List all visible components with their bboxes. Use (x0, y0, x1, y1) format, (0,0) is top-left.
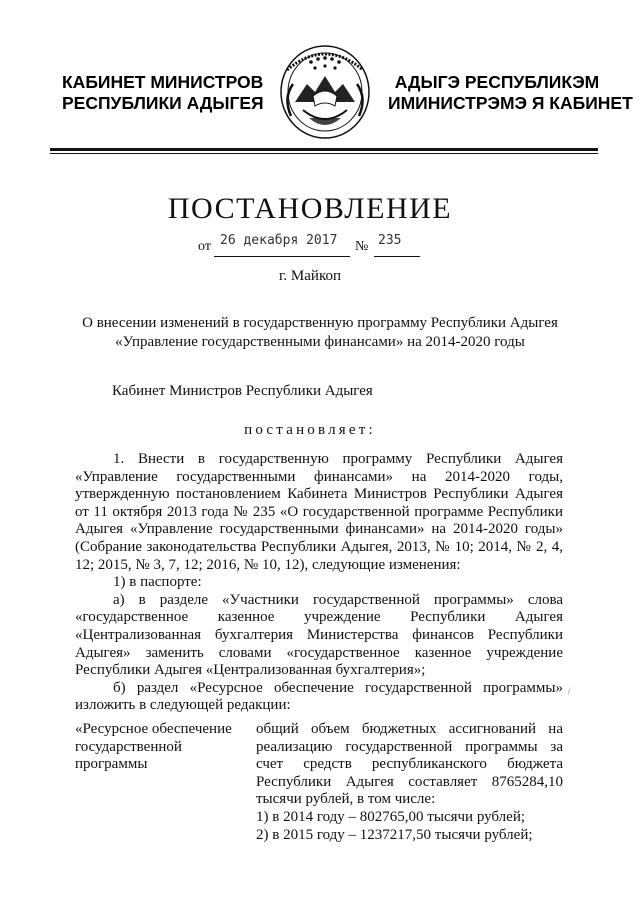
header-right-line-2: ИМИНИСТРЭМЭ Я КАБИНЕТ (388, 93, 633, 113)
table-cell-left: «Ресурсное обеспечение государственной программы (75, 721, 232, 773)
document-subject (60, 314, 580, 352)
adygea-coat-of-arms-icon (265, 40, 385, 140)
number-prefix: № (355, 239, 369, 254)
subject-line-2: «Управление государственными финансами» на 2014-2020 годы (115, 334, 525, 350)
issuer: Кабинет Министров Республики Адыгея (112, 383, 373, 399)
number-underline (374, 256, 420, 257)
document-body (75, 451, 563, 715)
header-left-line-2: РЕСПУБЛИКИ АДЫГЕЯ (62, 93, 264, 113)
paragraph-4: б) раздел «Ресурсное обеспечение государственной программы» изложить в следующей редакции: (75, 679, 563, 714)
date-underline (214, 256, 350, 257)
header-left-line-1: КАБИНЕТ МИНИСТРОВ (62, 72, 264, 92)
document-title: ПОСТАНОВЛЕНИЕ (167, 192, 453, 225)
header-right-line-1: АДЫГЭ РЕСПУБЛИКЭМ (394, 72, 600, 92)
header-rule-thick (50, 148, 598, 151)
paragraph-2: 1) в паспорте: (113, 574, 202, 591)
table-right-item-1: 1) в 2014 году – 802765,00 тысячи рублей; (256, 808, 526, 825)
header-rule-thin (50, 153, 598, 154)
resolves-word: постановляет: (244, 422, 376, 438)
city: г. Майкоп (278, 268, 342, 284)
table-right-main: общий объем бюджетных ассигнований на реализацию государственной программы за счет средств республиканского бюджета Республики Адыгея составляет 8765284,10 тысячи рублей, в том числе: (256, 721, 563, 808)
subject-line-1: О внесении изменений в государственную программу Республики Адыгея (82, 315, 558, 331)
paragraph-3: а) в разделе «Участники государственной программы» слова «государственное казенное учреждение Республики Адыгея «Централизованная бухгалтерия Министерства финансов Республики Адыгея» заменить словами «государственное казенное учреждение Республики Адыгея «Централизованная бухгалтерия»; (75, 591, 563, 679)
date-prefix: от (198, 239, 211, 254)
header-right (388, 72, 633, 114)
speck: / (568, 686, 571, 696)
date-value: 26 декабря 2017 (220, 233, 338, 248)
header-left (62, 72, 262, 114)
table-right-item-2: 2) в 2015 году – 1237217,50 тысячи рублей; (256, 826, 533, 843)
number-value: 235 (378, 233, 402, 248)
table-cell-right (256, 721, 563, 844)
paragraph-1: 1. Внести в государственную программу Республики Адыгея «Управление государственными финансами» на 2014-2020 годы, утвержденную постановлением Кабинета Министров Республики Адыгея от 11 октября 2013 года № 235 «О государственной программе Республики Адыгея «Управление государственными финансами» на 2014-2020 годы» (Собрание законодательства Республики Адыгея, 2013, № 10; 2014, № 2, 4, 12; 2015, № 3, 7, 12; 2016, № 10, 12), следующие изменения: (75, 451, 563, 573)
